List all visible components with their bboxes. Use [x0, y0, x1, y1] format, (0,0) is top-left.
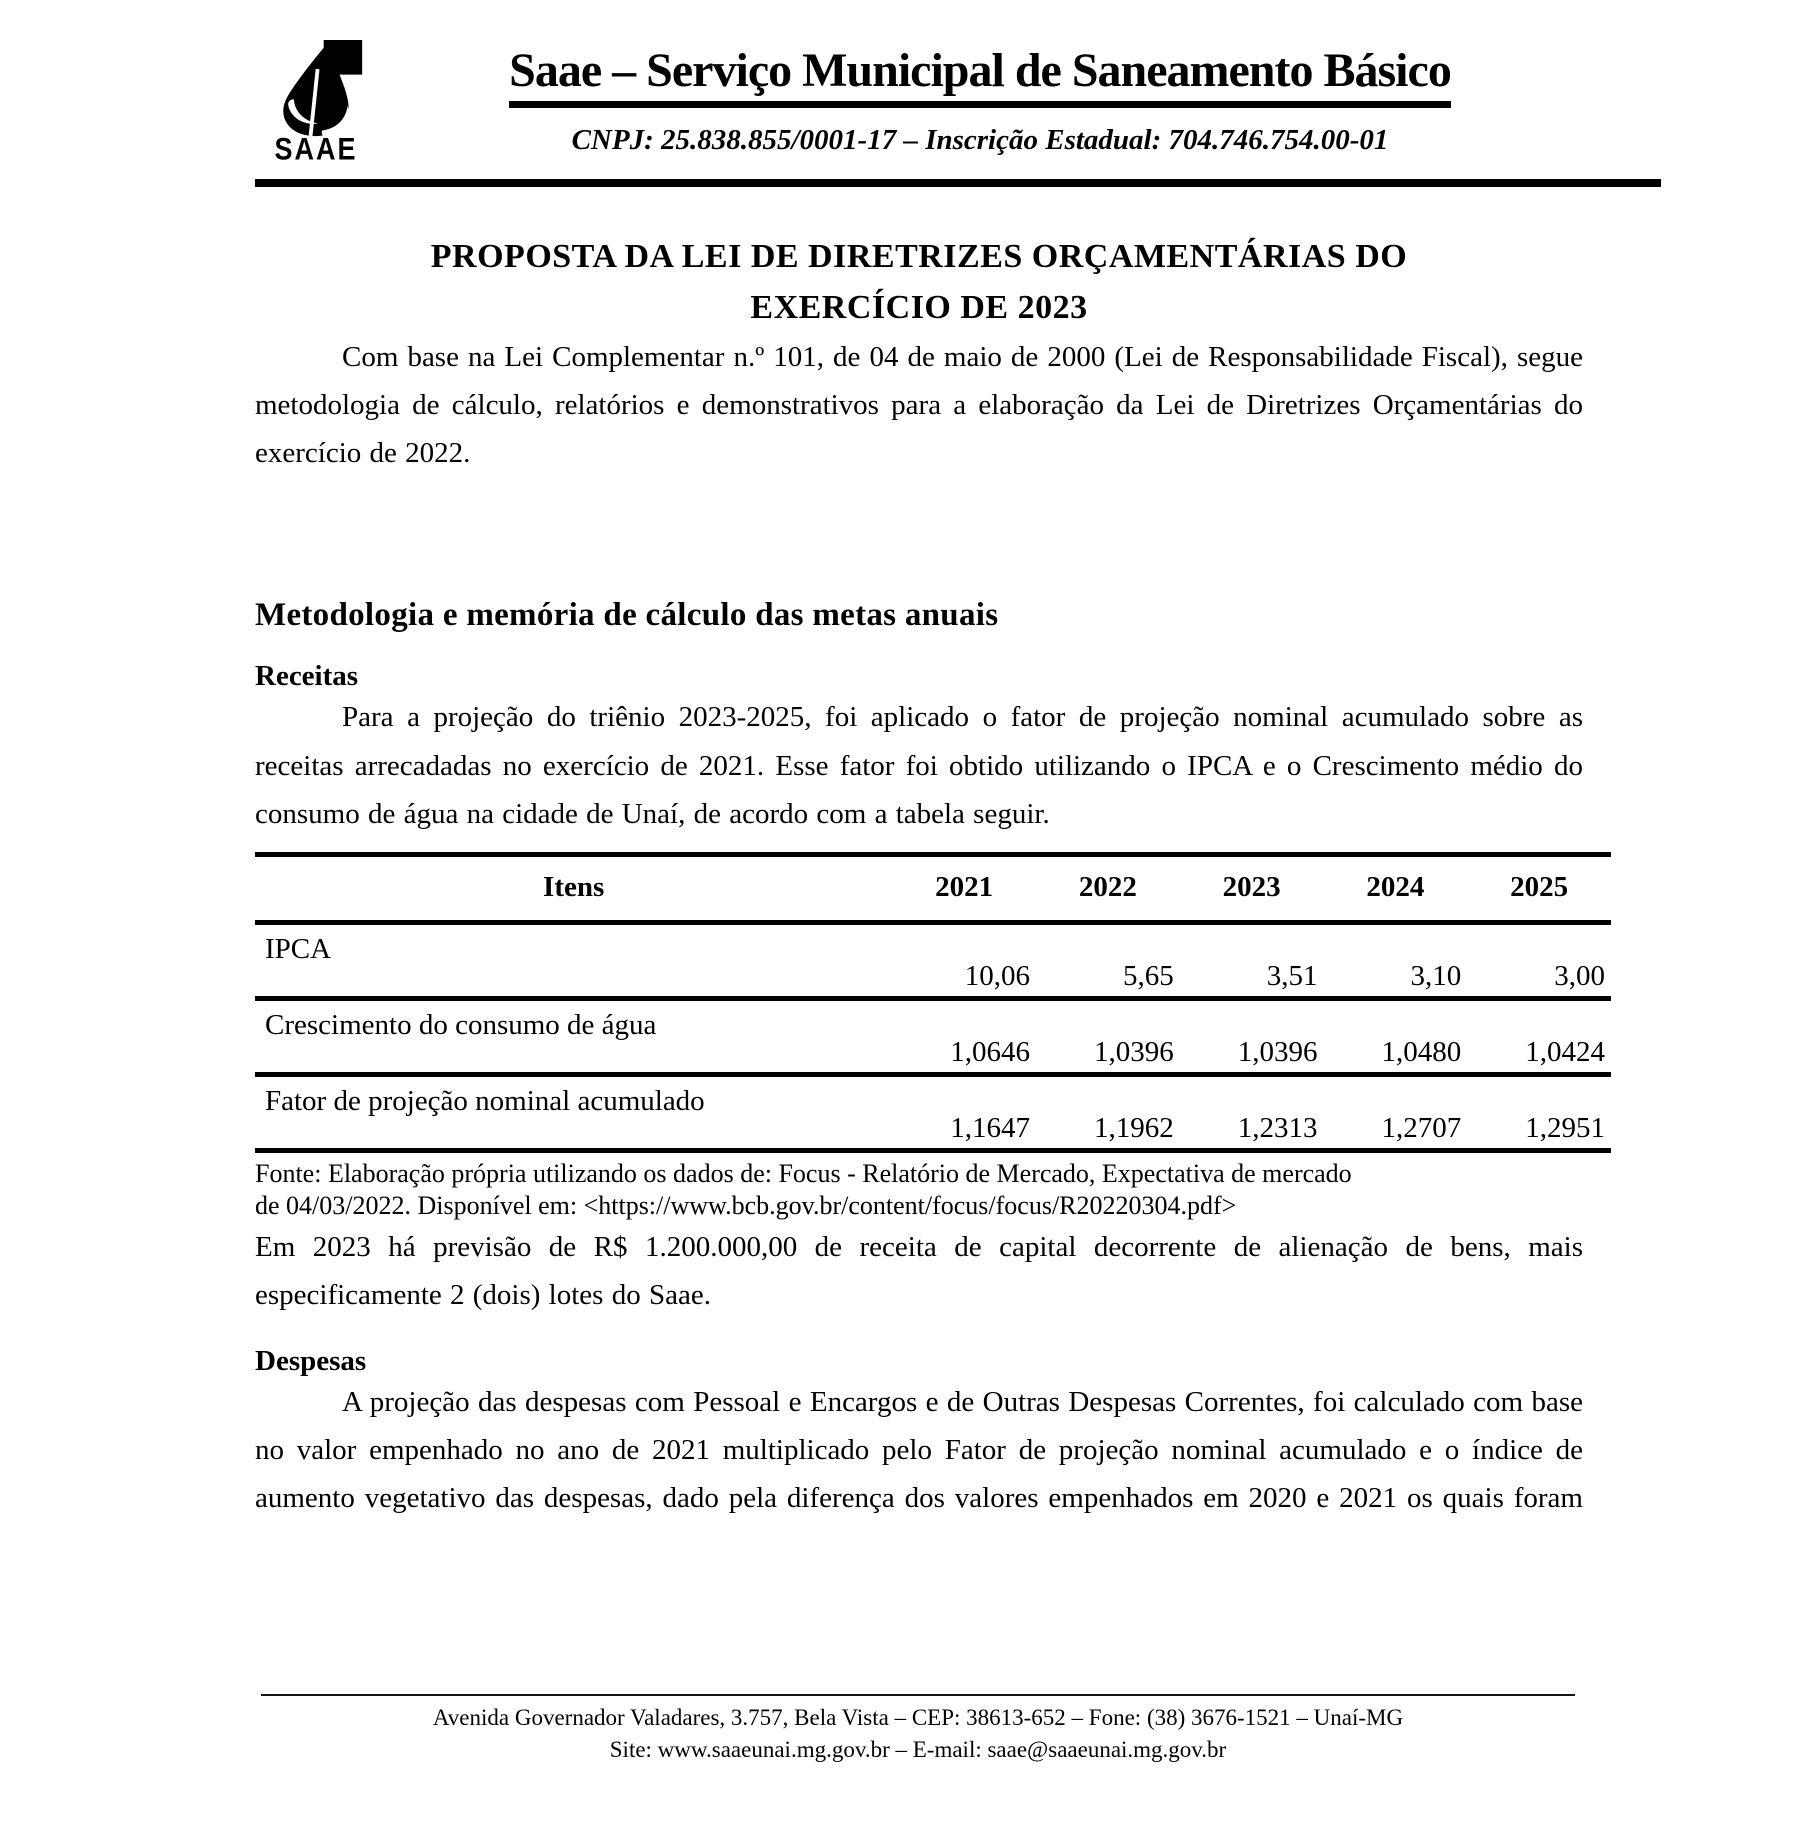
column-header-2021: 2021: [892, 854, 1036, 922]
value-cell: 1,1647: [950, 1111, 1031, 1144]
table-source-note: [255, 1158, 1583, 1223]
water-drop-icon: [255, 40, 377, 140]
table-source-line2: de 04/03/2022. Disponível em: <https://www.bcb.gov.br/content/focus/focus/R20220304.pdf>: [255, 1191, 1237, 1221]
sub-heading-despesas: Despesas: [255, 1345, 367, 1377]
capital-paragraph: Em 2023 há previsão de R$ 1.200.000,00 de receita de capital decorrente de alienação de bens, mais especificamente 2 (dois) lotes do Saae.: [255, 1230, 1583, 1311]
value-cell: 3,51: [1266, 959, 1318, 992]
value-cell: 1,2313: [1237, 1111, 1318, 1144]
row-label-cell: Fator de projeção nominal acumulado: [265, 1084, 705, 1117]
table-source-line1: Fonte: Elaboração própria utilizando os dados de: Focus - Relatório de Mercado, Expectativa de mercado: [255, 1158, 1352, 1188]
footer-divider: [261, 1694, 1575, 1696]
organization-name: Saae – Serviço Municipal de Saneamento Básico: [509, 46, 1451, 108]
column-header-2024: 2024: [1324, 854, 1468, 922]
page-title-line1: PROPOSTA DA LEI DE DIRETRIZES ORÇAMENTÁRIAS DO: [430, 238, 1408, 275]
logo-text: SAAE: [274, 131, 358, 167]
intro-paragraph: Com base na Lei Complementar n.º 101, de 04 de maio de 2000 (Lei de Responsabilidade Fiscal), segue metodologia de cálculo, relatórios e demonstrativos para a elaboração da Lei de Diretrizes Orçamentárias do exercício de 2022.: [255, 341, 1583, 470]
page-title-line2: EXERCÍCIO DE 2023: [750, 289, 1088, 326]
value-cell: 1,0424: [1525, 1035, 1605, 1068]
letterhead-text: [377, 40, 1583, 157]
table-header-row: [255, 854, 1611, 922]
sub-heading-receitas: Receitas: [255, 660, 359, 693]
value-cell: 3,10: [1410, 959, 1462, 992]
column-header-2025: 2025: [1467, 854, 1611, 922]
table-row-crescimento: [255, 998, 1611, 1074]
row-label-cell: Crescimento do consumo de água: [265, 1008, 657, 1041]
footer-address: Avenida Governador Valadares, 3.757, Bela Vista – CEP: 38613-652 – Fone: (38) 3676-1521 – Unaí-MG: [432, 1704, 1404, 1730]
section-heading-metodologia: Metodologia e memória de cálculo das metas anuais: [255, 597, 999, 634]
letterhead: [255, 40, 1583, 167]
page-title: [255, 231, 1583, 333]
page-footer: [243, 1694, 1593, 1767]
saae-logo: [255, 40, 377, 167]
organization-registration: CNPJ: 25.838.855/0001-17 – Inscrição Estadual: 704.746.754.00-01: [571, 124, 1389, 157]
column-header-2023: 2023: [1180, 854, 1324, 922]
footer-contacts: Site: www.saaeunai.mg.gov.br – E-mail: saae@saaeunai.mg.gov.br: [609, 1737, 1227, 1763]
value-cell: 5,65: [1123, 959, 1174, 992]
header-divider: [255, 179, 1661, 187]
value-cell: 1,1962: [1094, 1111, 1174, 1144]
column-header-itens: Itens: [255, 854, 892, 922]
value-cell: 1,0396: [1237, 1035, 1318, 1068]
projection-factors-table: [255, 852, 1611, 1153]
value-cell: 1,2951: [1525, 1111, 1605, 1144]
value-cell: 1,0396: [1094, 1035, 1174, 1068]
value-cell: 1,2707: [1381, 1111, 1462, 1144]
value-cell: 1,0646: [950, 1035, 1031, 1068]
value-cell: 1,0480: [1381, 1035, 1462, 1068]
table-row-ipca: [255, 922, 1611, 998]
receitas-paragraph: Para a projeção do triênio 2023-2025, foi aplicado o fator de projeção nominal acumulado sobre as receitas arrecadadas no exercício de 2021. Esse fator foi obtido utilizando o IPCA e o Crescimento médio do consumo de água na cidade de Unaí, de acordo com a tabela seguir.: [255, 701, 1583, 830]
row-label-cell: IPCA: [265, 932, 332, 965]
despesas-paragraph: A projeção das despesas com Pessoal e Encargos e de Outras Despesas Correntes, foi calculado com base no valor empenhado no ano de 2021 multiplicado pelo Fator de projeção nominal acumulado e o índice de aumento vegetativo das despesas, dado pela diferença dos valores empenhados em 2020 e 2021 os quais foram: [255, 1386, 1583, 1515]
value-cell: 10,06: [964, 959, 1031, 992]
table-row-fator: [255, 1074, 1611, 1150]
column-header-2022: 2022: [1036, 854, 1180, 922]
value-cell: 3,00: [1554, 959, 1605, 992]
